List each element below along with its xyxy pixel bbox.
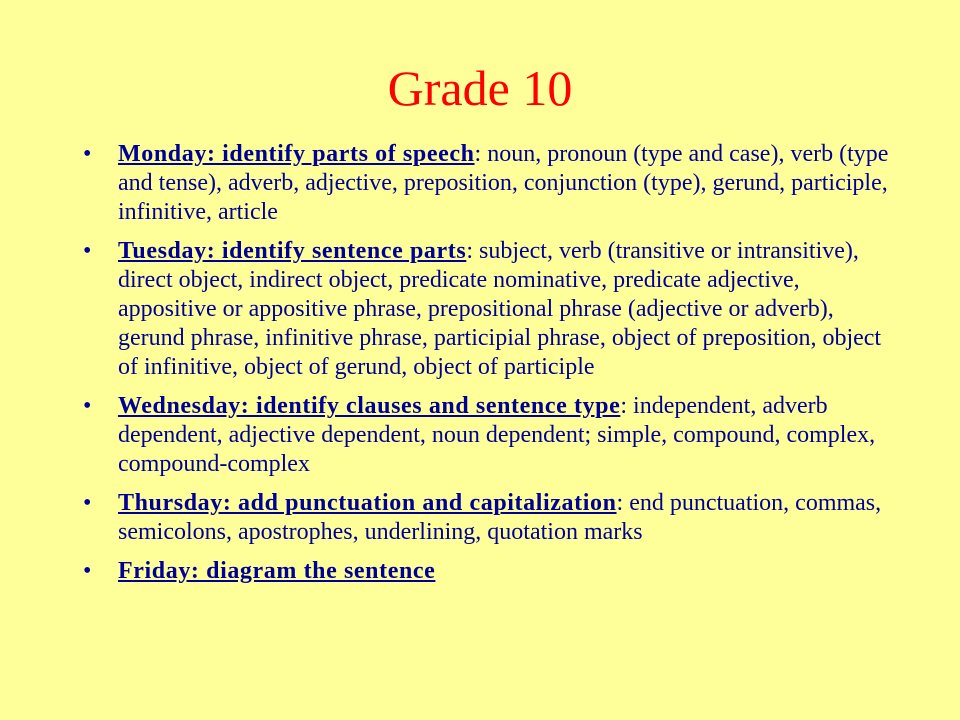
item-heading: Tuesday: identify sentence parts bbox=[118, 238, 467, 264]
list-item-friday bbox=[0, 557, 960, 586]
item-heading: Friday: diagram the sentence bbox=[118, 558, 436, 584]
item-text: : end punctuation, commas, semicolons, apostrophes, underlining, quotation marks bbox=[118, 490, 882, 545]
bullet-icon: • bbox=[83, 393, 92, 419]
bullet-icon: • bbox=[83, 490, 92, 516]
list-item-thursday bbox=[0, 489, 960, 547]
list-item-monday bbox=[0, 140, 960, 227]
item-text: : noun, pronoun (type and case), verb (type and tense), adverb, adjective, preposition, conjunction (type), gerund, participle, infinitive, article bbox=[118, 141, 889, 225]
item-heading: Wednesday: identify clauses and sentence type bbox=[118, 393, 621, 419]
list-item-tuesday bbox=[0, 237, 960, 382]
item-heading: Thursday: add punctuation and capitalization bbox=[118, 490, 617, 516]
slide-title: Grade 10 bbox=[387, 60, 573, 116]
bullet-icon: • bbox=[83, 238, 92, 264]
item-text: : independent, adverb dependent, adjective dependent, noun dependent; simple, compound, complex, compound-complex bbox=[118, 393, 876, 477]
bullet-icon: • bbox=[83, 558, 92, 584]
bullet-icon: • bbox=[83, 141, 92, 167]
list-item-wednesday bbox=[0, 392, 960, 479]
bullet-list bbox=[0, 140, 960, 596]
item-text: : subject, verb (transitive or intransitive), direct object, indirect object, predicate nominative, predicate adjective, appositive or appositive phrase, prepositional phrase (adjective or adverb), gerund phrase, infinitive phrase, participial phrase, object of preposition, object of infinitive, object of gerund, object of participle bbox=[118, 238, 882, 380]
item-heading: Monday: identify parts of speech bbox=[118, 141, 475, 167]
